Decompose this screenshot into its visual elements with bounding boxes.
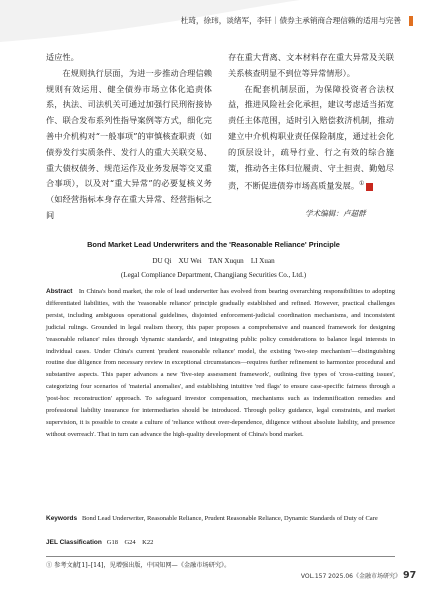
abstract-label: Abstract <box>46 288 73 295</box>
abstract-text: In China's bond market, the role of lead underwriter has evolved from bearing overarching responsibilities to adopting differentiated liabilities, with the 'reasonable reliance' principle gradually established and refined. However, practical challenges persist, including ambiguous operational guidelines, disjointed enforcement-judicial coordination mechanisms, and inconsistent judicial rulings. Grounded in legal realism theory, this paper proposes a comprehensive and nuanced framework for designing 'reasonable reliance' rules through 'dynamic standards', and integrating public policy considerations to balance legal interests in individual cases. Under China's current 'prudent reasonable reliance' model, the existing 'two-step mechanism'—distinguishing routine due diligence from necessary review in exceptional circumstances—requires further refinement to harmonize procedural and substantive aspects. This paper advances a new 'five-step assessment framework', outlining five types of 'cross-cutting issues', categorizing four scenarios of 'material anomalies', and establishing intuitive 'red flags' to ensure case-specific fairness through a 'post-hoc reconstruction' approach. To safeguard investor compensation, mechanisms such as indemnification remedies and professional liability insurance for intermediaries should be introduced. Through policy guidance, legal constraints, and market supervision, it is possible to create a culture of 'reliance without over-dependence, diligence without absolute liability, and presence without overreach'. That in turn can advance the high-quality development of China's bond market. <box>46 288 395 438</box>
keywords-label: Keywords <box>46 515 78 522</box>
body-paragraph: 存在重大背离、文本材料存在重大异常及关联关系核查明显不到位等异常情形）。 <box>228 52 394 78</box>
english-abstract <box>46 286 395 441</box>
body-paragraph <box>228 82 394 195</box>
footnote: ① 参考文献[1]–[14]，见增强出版，中国知网—《金融市场研究》。 <box>46 562 231 569</box>
jel-codes: G18 G24 K22 <box>106 539 154 546</box>
academic-editor: 学术编辑：卢超群 <box>305 209 366 218</box>
jel-label: JEL Classification <box>46 539 102 546</box>
jel-classification <box>46 537 395 549</box>
header-bar <box>0 0 427 42</box>
page-number: 97 <box>403 570 417 581</box>
end-of-article-icon: N <box>366 183 373 191</box>
running-head-marker <box>409 16 413 26</box>
footnote-divider <box>46 556 395 557</box>
footnote-reference: ① <box>359 180 365 188</box>
body-column-right <box>228 50 394 195</box>
body-paragraph: 适应性。 <box>46 52 79 62</box>
body-paragraph-text: 在配套机制层面，为保障投资者合法权益，推进风险社会化承担，建议考虑适当拓宽责任主体范围，适时引入赔偿救济机制，推动建立中介机构职业责任保险制度，通过社会化的顶层设计，疏导行业、行之有效的综合施策，推动各主体归位履责、守土担责、勤勉尽责，不断促进债券市场高质量发展。 <box>228 83 394 192</box>
running-head: 杜琦，徐玮，谈绪军，李钎｜债券主承销商合理信赖的适用与完善 <box>180 16 401 25</box>
english-title: Bond Market Lead Underwriters and the 'Reasonable Reliance' Principle <box>87 240 340 249</box>
english-affiliation: (Legal Compliance Department, Changjiang Securities Co., Ltd.) <box>120 271 307 279</box>
body-paragraph: 在规则执行层面，为进一步推动合理信赖规则有效运用、健全债券市场立体化追责体系，执法、司法机关可通过加强行民刑衔接协作、联合发布系列性指导案例等方式，细化完善中介机构对“一般事项”的审慎核查职责（如债券发行实质条件、发行人的重大关联交易、重大债权债务、规范运作及业务发展等交叉重合事项），以及对“重大异常”的必要复核义务（如经营指标本身存在重大异常、经营指标之间 <box>46 67 212 220</box>
journal-folio: VOL.157 2025.06《金融市场研究》 <box>300 573 401 580</box>
body-column-left <box>46 50 212 224</box>
english-keywords <box>46 513 395 525</box>
english-authors: DU Qi XU Wei TAN Xuqun LI Xuan <box>152 257 275 265</box>
keywords-text: Bond Lead Underwriter, Reasonable Reliance, Prudent Reasonable Reliance, Dynamic Standards of Duty of Care <box>81 515 378 522</box>
